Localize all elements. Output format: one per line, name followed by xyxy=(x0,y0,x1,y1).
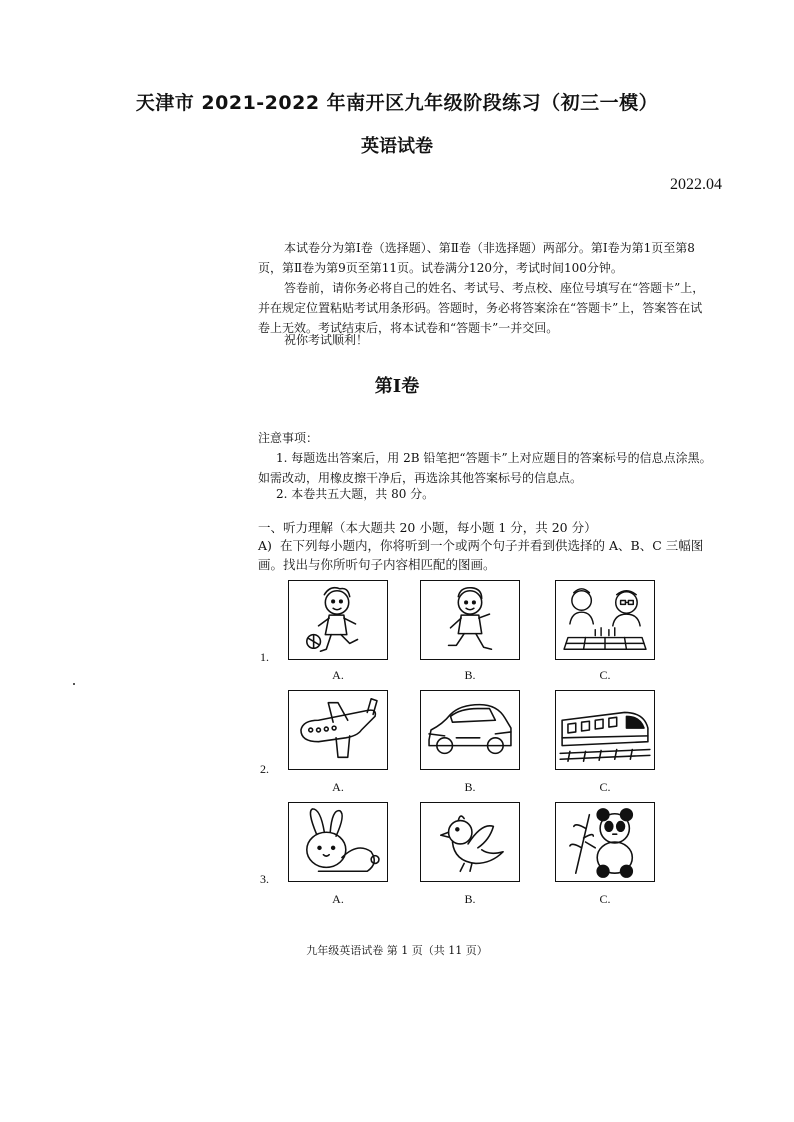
section-1-title: 一、听力理解（本大题共 20 小题，每小题 1 分，共 20 分） xyxy=(258,520,597,535)
page-title: 天津市 2021-2022 年南开区九年级阶段练习（初三一模） xyxy=(135,92,659,114)
option-label: A. xyxy=(332,780,344,794)
option-label: A. xyxy=(332,668,344,682)
question-number: 3. xyxy=(260,872,269,886)
page-footer: 九年级英语试卷 第 1 页（共 11 页） xyxy=(306,944,488,957)
notes-item-2: 2. 本卷共五大题，共 80 分。 xyxy=(276,487,435,501)
option-image-2a[interactable] xyxy=(288,690,388,770)
train-icon xyxy=(556,691,654,769)
option-image-2c[interactable] xyxy=(555,690,655,770)
part-a-label: A) xyxy=(258,538,272,553)
option-label: B. xyxy=(464,668,476,682)
car-icon xyxy=(421,691,519,769)
intro-paragraph-2: 答卷前，请你务必将自己的姓名、考试号、考点校、座位号填写在“答题卡”上，并在规定位置粘贴考试用条形码。答题时，务必将答案涂在“答题卡”上，答案答在试卷上无效。考试结束后，将本试卷和“答题卡”一并交回。 xyxy=(258,281,705,335)
intro-paragraph-3: 祝你考试顺利！ xyxy=(284,333,369,347)
part-a-text: 在下列每小题内，你将听到一个或两个句子并看到供选择的 A、B、C 三幅图画。找出与你所听句子内容相匹配的图画。 xyxy=(258,538,704,572)
exam-date: 2022.04 xyxy=(670,176,722,193)
option-label: C. xyxy=(599,780,611,794)
panda-icon xyxy=(556,803,654,881)
speck xyxy=(73,683,75,685)
option-image-2b[interactable] xyxy=(420,690,520,770)
option-label: B. xyxy=(464,892,476,906)
airplane-icon xyxy=(289,691,387,769)
question-number: 1. xyxy=(260,650,269,664)
option-image-3b[interactable] xyxy=(420,802,520,882)
boy-kicking-ball-icon xyxy=(289,581,387,659)
part-a-instructions xyxy=(258,536,718,574)
question-number: 2. xyxy=(260,762,269,776)
option-label: B. xyxy=(464,780,476,794)
notes-heading: 注意事项： xyxy=(258,431,319,445)
boy-running-icon xyxy=(421,581,519,659)
option-image-3a[interactable] xyxy=(288,802,388,882)
volume-heading: 第Ⅰ卷 xyxy=(374,376,420,397)
page-subtitle: 英语试卷 xyxy=(361,136,433,157)
option-label: A. xyxy=(332,892,344,906)
men-playing-chess-icon xyxy=(556,581,654,659)
notes-item-1: 1. 每题选出答案后，用 2B 铅笔把“答题卡”上对应题目的答案标号的信息点涂黑。如需改动，用橡皮擦干净后，再选涂其他答案标号的信息点。 xyxy=(258,451,712,485)
option-image-1b[interactable] xyxy=(420,580,520,660)
option-label: C. xyxy=(599,668,611,682)
rabbit-icon xyxy=(289,803,387,881)
bird-icon xyxy=(421,803,519,881)
option-image-3c[interactable] xyxy=(555,802,655,882)
option-image-1a[interactable] xyxy=(288,580,388,660)
option-label: C. xyxy=(599,892,611,906)
option-image-1c[interactable] xyxy=(555,580,655,660)
intro-paragraph-1: 本试卷分为第Ⅰ卷（选择题）、第Ⅱ卷（非选择题）两部分。第Ⅰ卷为第1页至第8页，第Ⅱ卷为第9页至第11页。试卷满分120分，考试时间100分钟。 xyxy=(258,241,695,275)
